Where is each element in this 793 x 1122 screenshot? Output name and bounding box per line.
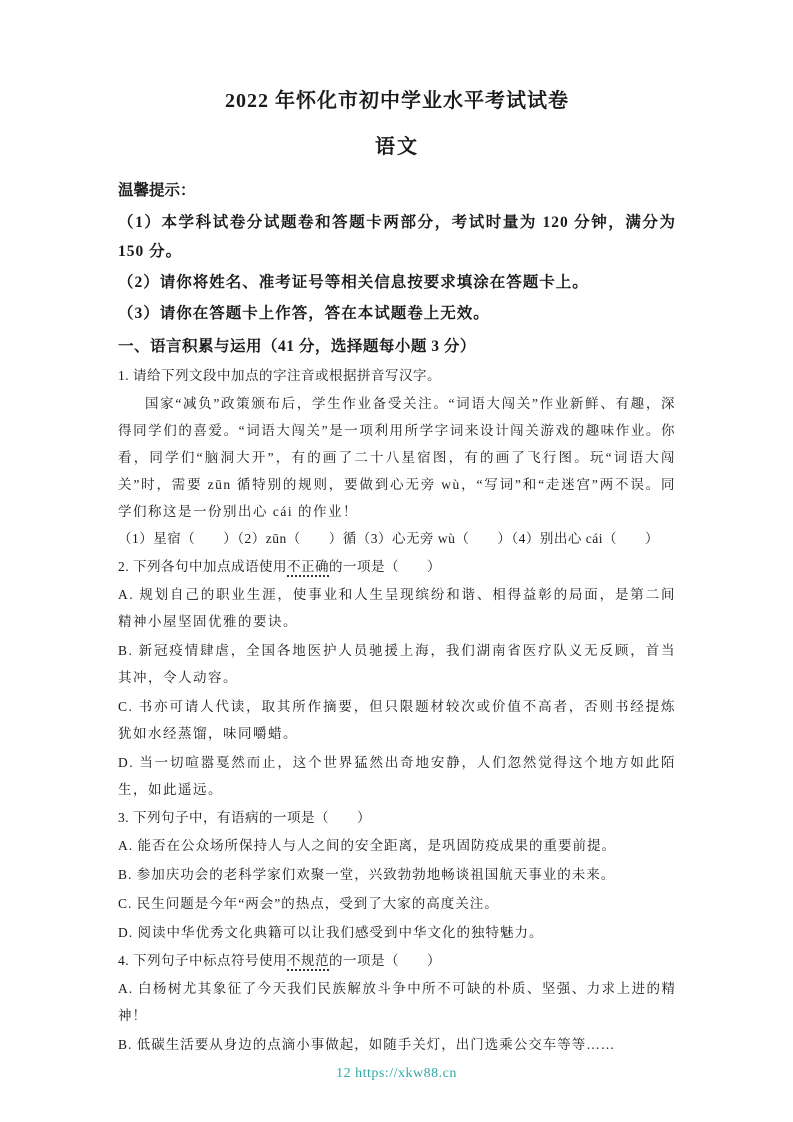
question-1-blanks: （1）星宿（ ）（2）zūn（ ）循（3）心无旁 wù（ ）（4）别出心 cái（ ） [118,531,659,546]
exam-title: 2022 年怀化市初中学业水平考试试卷 [225,90,569,112]
notice-item-2: （2）请你将姓名、准考证号等相关信息按要求填涂在答题卡上。 [118,274,589,291]
page-content [118,88,676,1060]
notice-item-3: （3）请你在答题卡上作答，答在本试题卷上无效。 [118,305,490,322]
question-3-option-a: A. 能否在公众场所保持人与人之间的安全距离，是巩固防疫成果的重要前提。 [118,838,616,853]
question-2-option-b: B. 新冠疫情肆虐，全国各地医护人员驰援上海，我们湖南省医疗队义无反顾，首当其冲，令人动容。 [118,643,676,685]
question-4-stem-emphasis: 不规范 [287,953,329,971]
question-2-stem [118,554,676,579]
question-4-option-b: B. 低碳生活要从身边的点滴小事做起，如随手关灯，出门选乘公交车等等…… [118,1037,616,1052]
question-4-stem-pre: 4. 下列句子中标点符号使用 [118,953,287,968]
section-one-heading: 一、语言积累与运用（41 分，选择题每小题 3 分） [118,338,476,355]
question-2-stem-post: 的一项是（ ） [329,559,441,574]
page-footer [0,1066,793,1082]
question-2-stem-pre: 2. 下列各句中加点成语使用 [118,559,287,574]
question-2-option-a: A. 规划自己的职业生涯，使事业和人生呈现缤纷和谐、相得益彰的局面，是第二间精神小屋坚固优雅的要诀。 [118,587,676,629]
question-3-option-d: D. 阅读中华优秀文化典籍可以让我们感受到中华文化的独特魅力。 [118,925,544,940]
question-4-stem-post: 的一项是（ ） [329,953,441,968]
question-3-option-b: B. 参加庆功会的老科学家们欢聚一堂，兴致勃勃地畅谈祖国航天事业的未来。 [118,867,616,882]
question-1-stem: 1. 请给下列文段中加点的字注音或根据拼音写汉字。 [118,368,441,383]
exam-subject: 语文 [375,136,419,158]
question-3-option-c: C. 民生问题是今年“两会”的热点，受到了大家的高度关注。 [118,896,499,911]
question-2-option-c: C. 书亦可请人代读，取其所作摘要，但只限题材较次或价值不高者，否则书经提炼犹如水经蒸馏，味同嚼蜡。 [118,699,676,741]
question-2-option-d: D. 当一切喧嚣戛然而止，这个世界猛然出奇地安静，人们忽然觉得这个地方如此陌生，如此遥远。 [118,755,676,797]
question-4-stem [118,948,676,973]
footer-watermark-text: 12 https://xkw88.cn [336,1066,457,1081]
notice-heading: 温馨提示： [118,182,196,199]
question-4-option-a: A. 白杨树尤其象征了今天我们民族解放斗争中所不可缺的朴质、坚强、力求上进的精神！ [118,981,676,1023]
question-1-passage: 国家“减负”政策颁布后，学生作业备受关注。“词语大闯关”作业新鲜、有趣，深得同学们的喜爱。“词语大闯关”是一项利用所学字词来设计闯关游戏的趣味作业。你看，同学们“脑洞大开”，有的画了二十八星宿图，有的画了飞行图。玩“词语大闯关”时，需要 zūn 循特别的规则，要做到心无旁 wù，“写词”和“走迷宫”两不误。同学们称这是一份别出心 cái 的作业！ [118,396,676,519]
question-3-stem: 3. 下列句子中，有语病的一项是（ ） [118,810,371,825]
question-2-stem-emphasis: 不正确 [287,559,329,577]
notice-item-1: （1）本学科试卷分试题卷和答题卡两部分，考试时量为 120 分钟，满分为 150 分。 [118,214,676,260]
